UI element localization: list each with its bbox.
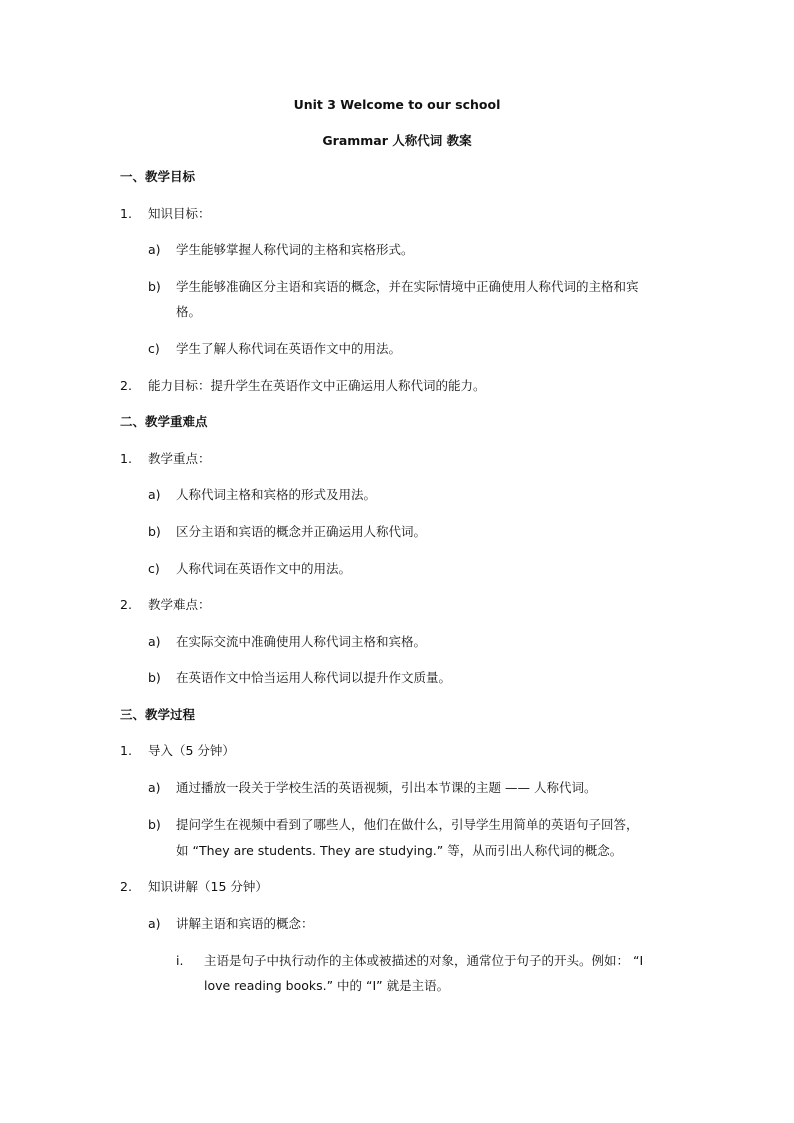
list-item-text: 讲解主语和宾语的概念：	[176, 916, 314, 931]
list-marker: b)	[148, 817, 161, 832]
list-item-text: 通过播放一段关于学校生活的英语视频，引出本节课的主题 —— 人称代词。	[176, 780, 597, 795]
list-item-text: 人称代词在英语作文中的用法。	[176, 561, 352, 576]
list-marker: b)	[148, 670, 161, 685]
list-number: 2.	[120, 879, 132, 894]
list-item-text-continued: love reading books.” 中的 “I” 就是主语。	[204, 978, 450, 993]
list-item-text: 教学重点：	[148, 451, 211, 466]
list-item-text: 主语是句子中执行动作的主体或被描述的对象，通常位于句子的开头。例如： “I	[204, 953, 644, 968]
list-marker: a)	[148, 487, 161, 502]
list-number: 1.	[120, 451, 132, 466]
list-marker: c)	[148, 341, 160, 356]
list-marker: a)	[148, 780, 161, 795]
list-item-text: 知识目标：	[148, 206, 211, 221]
section-heading-objectives: 一、教学目标	[120, 169, 196, 184]
list-item-text: 提问学生在视频中看到了哪些人，他们在做什么，引导学生用简单的英语句子回答，	[176, 817, 639, 832]
list-item-text: 导入（5 分钟）	[148, 743, 235, 758]
section-heading-process: 三、教学过程	[120, 707, 196, 722]
list-number: 2.	[120, 597, 132, 612]
list-number: 1.	[120, 206, 132, 221]
list-item-text: 知识讲解（15 分钟）	[148, 879, 268, 894]
list-marker: a)	[148, 242, 161, 257]
list-item-text-continued: 格。	[176, 304, 202, 319]
list-item-text: 人称代词主格和宾格的形式及用法。	[176, 487, 377, 502]
list-item-text: 能力目标：提升学生在英语作文中正确运用人称代词的能力。	[148, 378, 486, 393]
list-item-text: 学生能够准确区分主语和宾语的概念，并在实际情境中正确使用人称代词的主格和宾	[176, 279, 639, 294]
document-title: Unit 3 Welcome to our school	[293, 97, 501, 112]
list-item-text: 在英语作文中恰当运用人称代词以提升作文质量。	[176, 670, 452, 685]
list-marker: c)	[148, 561, 160, 576]
list-item-text: 在实际交流中准确使用人称代词主格和宾格。	[176, 634, 427, 649]
list-item-text: 学生了解人称代词在英语作文中的用法。	[176, 341, 402, 356]
list-marker: i.	[176, 953, 184, 968]
document-subtitle: Grammar 人称代词 教案	[322, 133, 472, 148]
list-marker: b)	[148, 524, 161, 539]
list-item-text: 学生能够掌握人称代词的主格和宾格形式。	[176, 242, 414, 257]
list-number: 1.	[120, 743, 132, 758]
section-heading-key-points: 二、教学重难点	[120, 414, 208, 429]
list-item-text-continued: 如 “They are students. They are studying.” 等，从而引出人称代词的概念。	[176, 843, 623, 858]
list-marker: a)	[148, 916, 161, 931]
list-number: 2.	[120, 378, 132, 393]
list-item-text: 区分主语和宾语的概念并正确运用人称代词。	[176, 524, 427, 539]
list-marker: b)	[148, 279, 161, 294]
list-item-text: 教学难点：	[148, 597, 211, 612]
list-marker: a)	[148, 634, 161, 649]
